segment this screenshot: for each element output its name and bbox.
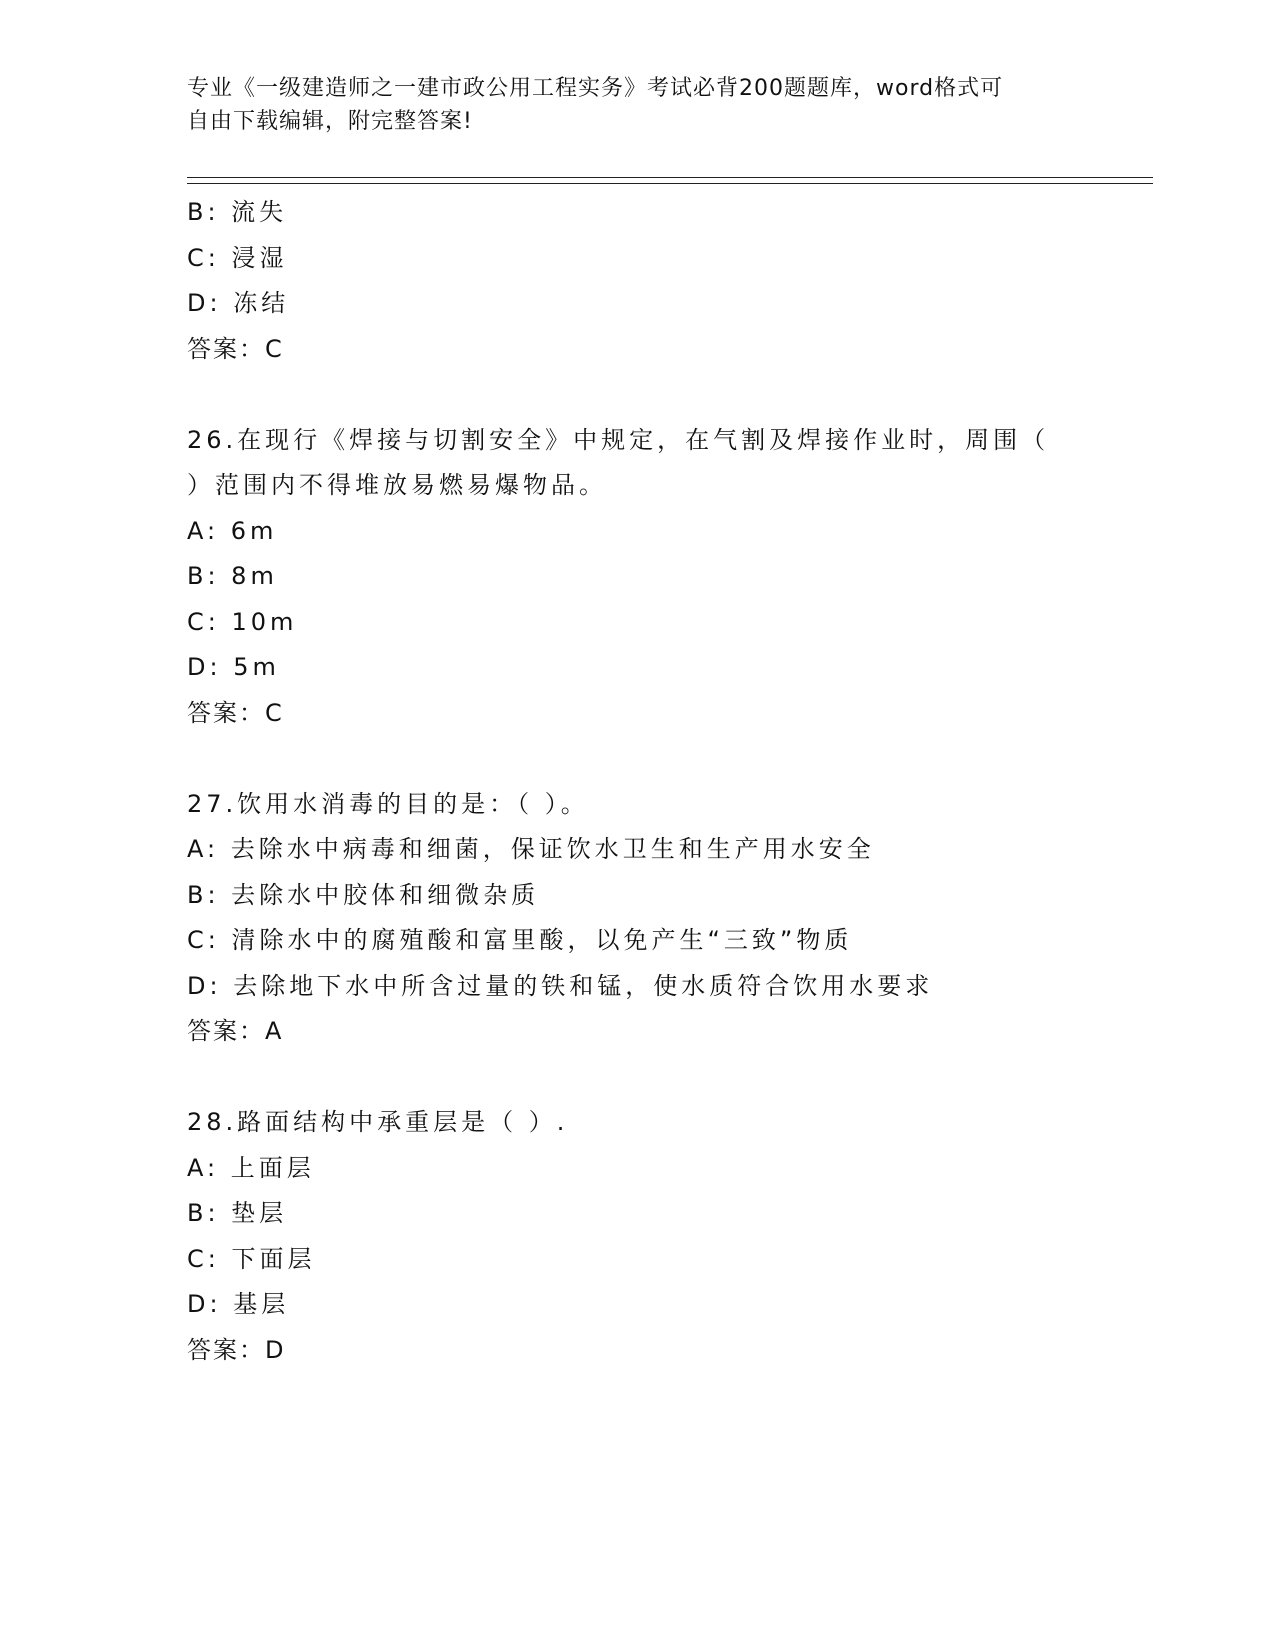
- question-27: [187, 782, 1087, 1055]
- option-d: D: 去除地下水中所含过量的铁和锰，使水质符合饮用水要求: [187, 971, 934, 1000]
- answer: 答案：D: [187, 1335, 286, 1364]
- question-stem-line-1: 26.在现行《焊接与切割安全》中规定，在气割及焊接作业时，周围（: [187, 425, 1050, 454]
- answer: 答案：C: [187, 698, 284, 727]
- header-rule-top: [187, 177, 1153, 178]
- option-a: A: 去除水中病毒和细菌，保证饮水卫生和生产用水安全: [187, 835, 875, 863]
- page-header: [187, 72, 1067, 138]
- question-stem: 27.饮用水消毒的目的是：（ ）。: [187, 789, 589, 818]
- option-c: C: 清除水中的腐殖酸和富里酸，以免产生“三致”物质: [187, 926, 853, 954]
- option-d: D: 5m: [187, 653, 280, 681]
- option-a: A: 6m: [187, 516, 278, 545]
- question-list: [187, 190, 1087, 1373]
- option-a: A: 上面层: [187, 1153, 315, 1182]
- option-c: C: 浸湿: [187, 243, 288, 272]
- option-d: D: 基层: [187, 1290, 290, 1318]
- question-26: [187, 418, 1087, 737]
- option-b: B: 8m: [187, 562, 278, 590]
- header-rule-bottom: [187, 183, 1153, 184]
- question-stem-line-2: ）范围内不得堆放易燃易爆物品。: [187, 471, 607, 499]
- header-line-1: 专业《一级建造师之一建市政公用工程实务》考试必背200题题库，word格式可: [187, 76, 1004, 101]
- question-28: [187, 1100, 1087, 1373]
- option-c: C: 10m: [187, 607, 298, 636]
- header-line-2: 自由下载编辑，附完整答案!: [187, 109, 473, 134]
- answer: 答案：C: [187, 334, 284, 363]
- option-c: C: 下面层: [187, 1244, 316, 1273]
- option-b: B: 垫层: [187, 1199, 288, 1227]
- option-b: B: 去除水中胶体和细微杂质: [187, 880, 540, 909]
- question-25: [187, 190, 1087, 372]
- answer: 答案：A: [187, 1017, 284, 1045]
- option-d: D: 冻结: [187, 289, 290, 317]
- question-stem: 28.路面结构中承重层是（ ）.: [187, 1108, 569, 1136]
- option-b: B: 流失: [187, 198, 288, 226]
